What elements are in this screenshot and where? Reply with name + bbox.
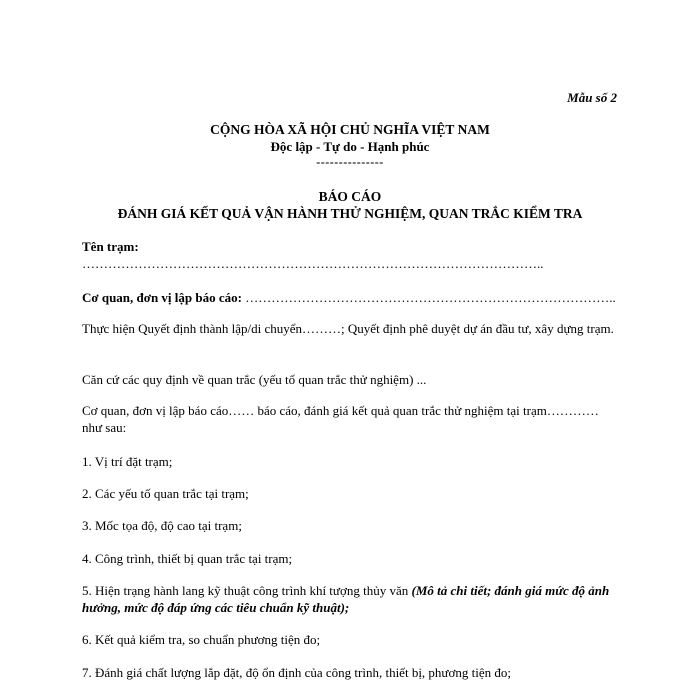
list-item (82, 582, 622, 616)
form-code: Mẫu số 2 (567, 90, 617, 105)
agency-field (82, 289, 622, 306)
paragraph-basis: Căn cứ các quy định về quan trắc (yếu tố quan trắc thử nghiệm) ... (82, 372, 427, 387)
agency-label: Cơ quan, đơn vị lập báo cáo: (82, 290, 242, 305)
station-dots: …………………………………………………………………………………………….. (82, 256, 544, 271)
list-item: 1. Vị trí đặt trạm; (82, 454, 173, 469)
station-field (82, 238, 622, 255)
item-text: 5. Hiện trạng hành lang kỹ thuật công trình khí tượng thủy văn (82, 583, 412, 598)
report-title: BÁO CÁO (318, 189, 382, 204)
report-subtitle: ĐÁNH GIÁ KẾT QUẢ VẬN HÀNH THỬ NGHIỆM, QUAN TRẮC KIỂM TRA (117, 206, 583, 221)
list-item: 4. Công trình, thiết bị quan trắc tại trạm; (82, 551, 293, 566)
motto: Độc lập - Tự do - Hạnh phúc (270, 139, 430, 154)
list-item: 3. Mốc tọa độ, độ cao tại trạm; (82, 518, 242, 533)
list-item: 6. Kết quả kiểm tra, so chuẩn phương tiện đo; (82, 632, 321, 647)
paragraph-intro: Cơ quan, đơn vị lập báo cáo…… báo cáo, đánh giá kết quả quan trắc thử nghiệm tại trạm………… như sau: (82, 403, 599, 435)
header-separator: --------------- (316, 155, 384, 169)
item-note: (Mô tả chi tiết; đánh giá mức độ ảnh hưởng, mức độ đáp ứng các tiêu chuẩn kỹ thuật); (82, 583, 610, 615)
station-label: Tên trạm: (82, 239, 139, 254)
agency-dots: ………………………………………………………………………….. (241, 290, 616, 305)
list-item: 7. Đánh giá chất lượng lắp đặt, độ ổn định của công trình, thiết bị, phương tiện đo; (82, 665, 511, 680)
nation-title: CỘNG HÒA XÃ HỘI CHỦ NGHĨA VIỆT NAM (210, 122, 490, 137)
list-item: 2. Các yếu tố quan trắc tại trạm; (82, 486, 249, 501)
paragraph-decision: Thực hiện Quyết định thành lập/di chuyển………; Quyết định phê duyệt dự án đầu tư, xây dựng trạm. (82, 321, 614, 336)
